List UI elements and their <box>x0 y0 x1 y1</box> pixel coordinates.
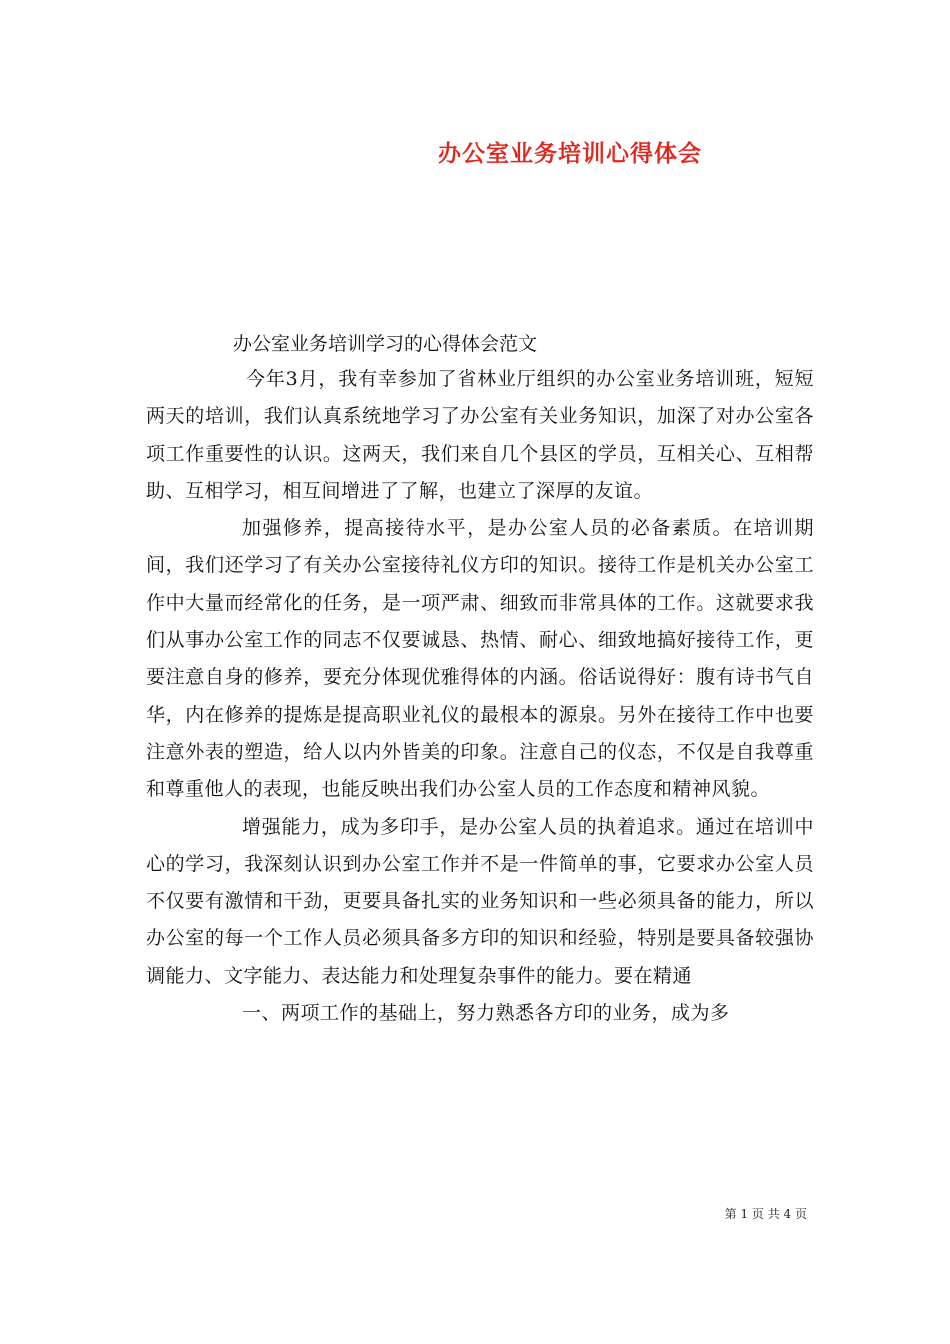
paragraph: 一、两项工作的基础上，努力熟悉各方印的业务，成为多 <box>242 1002 730 1025</box>
page-number-footer: 第 1 页 共 4 页 <box>724 1207 807 1221</box>
document-body <box>146 361 814 1032</box>
document-subtitle: 办公室业务培训学习的心得体会范文 <box>233 333 538 355</box>
paragraph: 加强修养，提高接待水平，是办公室人员的必备素质。在培训期间，我们还学习了有关办公室接待礼仪方印的知识。接待工作是机关办公室工作中大量而经常化的任务，是一项严肃、细致而非常具体的工作。这就要求我们从事办公室工作的同志不仅要诚恳、热情、耐心、细致地搞好接待工作，更要注意自身的修养，要充分体现优雅得体的内涵。俗话说得好：腹有诗书气自华，内在修养的提炼是提高职业礼仪的最根本的源泉。另外在接待工作中也要注意外表的塑造，给人以内外皆美的印象。注意自己的仪态，不仅是自我尊重和尊重他人的表现，也能反映出我们办公室人员的工作态度和精神风貌。 <box>146 517 814 801</box>
document-title: 办公室业务培训心得体会 <box>438 140 702 167</box>
paragraph: 今年3月，我有幸参加了省林业厅组织的办公室业务培训班，短短两天的培训，我们认真系统地学习了办公室有关业务知识，加深了对办公室各项工作重要性的认识。这两天，我们来自几个县区的学员，互相关心、互相帮助、互相学习，相互间增进了了解，也建立了深厚的友谊。 <box>146 368 814 502</box>
paragraph: 增强能力，成为多印手，是办公室人员的执着追求。通过在培训中心的学习，我深刻认识到办公室工作并不是一件简单的事，它要求办公室人员不仅要有激情和干劲，更要具备扎实的业务知识和一些必须具备的能力，所以办公室的每一个工作人员必须具备多方印的知识和经验，特别是要具备较强协调能力、文字能力、表达能力和处理复杂事件的能力。要在精通 <box>146 815 814 987</box>
